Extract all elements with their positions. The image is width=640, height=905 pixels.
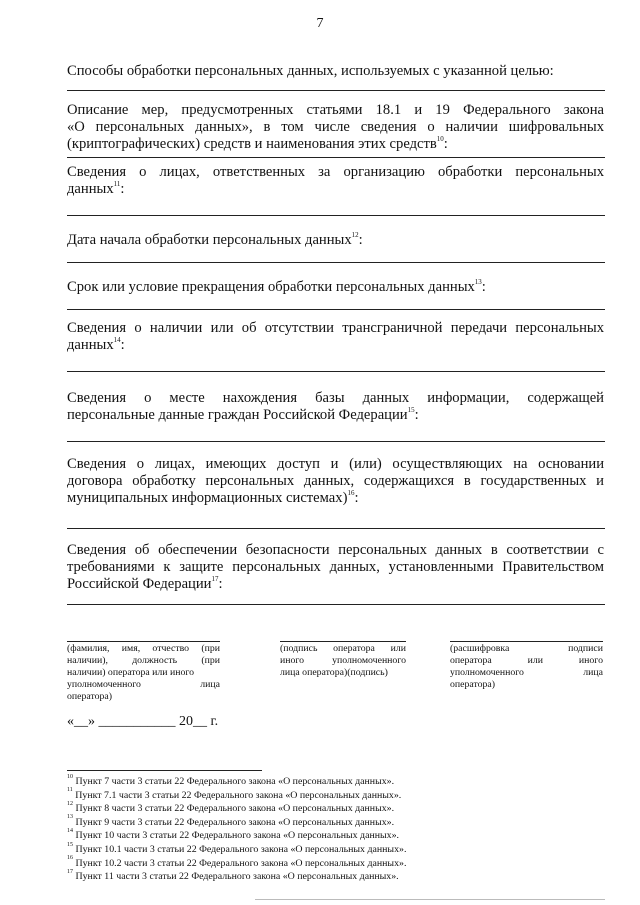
footnote [67,775,487,789]
fill-line[interactable] [67,90,605,91]
footnote-text: Пункт 8 части 3 статьи 22 Федерального закона «О персональных данных». [75,803,395,815]
signature-name-line[interactable] [67,641,220,642]
paragraph-line [67,576,604,593]
footnote-number: 12 [67,800,73,807]
paragraph-line: Способы обработки персональных данных, используемых с указанной целью: [67,63,554,79]
caption-line: лица оператора)(подпись) [280,667,388,678]
paragraph-colon: : [218,576,223,592]
caption-line: оператора) [450,679,496,690]
date-line[interactable]: «__» ___________ 20__ г. [67,714,219,729]
paragraph-colon: : [354,490,359,506]
paragraph-line [67,279,604,296]
footnote-number: 16 [67,855,73,862]
caption-line: наличии) оператора или иного [67,667,195,678]
paragraph-colon: : [443,136,448,152]
paragraph-line: Описание мер, предусмотренных статьями 18.1 и 19 Федерального закона [67,102,604,118]
paragraph-text: Срок или условие прекращения обработки персональных данных [67,279,475,295]
caption-line: (фамилия, имя, отчество (при [67,643,220,654]
paragraph-line: Сведения о месте нахождения базы данных информации, содержащей [67,390,604,406]
paragraph-database-location [67,390,604,424]
caption-line: уполномоченного лица [450,667,603,678]
paragraph-responsible-persons [67,164,604,198]
footnote [67,829,487,843]
page-edge-line [255,899,605,900]
fill-line[interactable] [67,441,605,442]
footnote-ref: 10 [436,135,444,144]
fill-line[interactable] [67,604,605,605]
paragraph-text: Дата начала обработки персональных данных [67,232,352,248]
footnote-number: 11 [67,787,73,794]
footnote-ref: 12 [351,231,359,240]
footnote-number: 15 [67,841,73,848]
paragraph-line: Сведения о лицах, имеющих доступ и (или) осуществляющих на основании [67,456,604,472]
fill-line[interactable] [67,528,605,529]
paragraph-line: договора обработку персональных данных, содержащихся в государственных и [67,473,604,489]
paragraph-line: требованиями к защите персональных данных, установленными Правительством [67,559,604,575]
footnote-ref: 13 [474,278,482,287]
footnote-text: Пункт 10.2 части 3 статьи 22 Федерального закона «О персональных данных». [75,857,407,869]
page-number: 7 [316,16,324,31]
signature-sign-column [280,641,406,679]
caption-line: уполномоченного лица [67,679,220,690]
footnote-text: Пункт 11 части 3 статьи 22 Федерального закона «О персональных данных». [75,871,399,883]
fill-line[interactable] [67,215,605,216]
paragraph-line: «О персональных данных», в том числе сведения о наличии шифровальных [67,119,604,135]
footnote-number: 14 [67,828,73,835]
fill-line[interactable] [67,157,605,158]
footnote-text: Пункт 7.1 части 3 статьи 22 Федерального закона «О персональных данных». [75,789,402,801]
paragraph-text: данных [67,337,114,353]
paragraph-line [67,181,604,198]
fill-line[interactable] [67,262,605,263]
paragraph-line [67,407,604,424]
paragraph-line [67,490,604,507]
paragraph-line [67,337,604,354]
footnotes [67,775,487,884]
footnote-number: 10 [67,773,73,780]
caption-line: (подпись оператора или [280,643,406,654]
signature-decoding-column [450,641,603,691]
signature-decoding-line[interactable] [450,641,603,642]
footnote [67,802,487,816]
footnote-text: Пункт 10.1 части 3 статьи 22 Федерального закона «О персональных данных». [75,843,407,855]
paragraph-line: Сведения о наличии или об отсутствии трансграничной передачи персональных [67,320,604,336]
footnote-text: Пункт 9 части 3 статьи 22 Федерального закона «О персональных данных». [75,816,395,828]
caption-line: иного уполномоченного [280,655,406,666]
paragraph-line: Сведения о лицах, ответственных за организацию обработки персональных [67,164,604,180]
footnote [67,857,487,871]
paragraph-colon: : [120,181,125,197]
signature-sign-line[interactable] [280,641,406,642]
footnote-ref: 15 [407,406,415,415]
footnote-ref: 16 [347,489,355,498]
footnote [67,816,487,830]
paragraph-line [67,136,604,153]
paragraph-processing-methods [67,63,604,80]
paragraph-text: персональные данные граждан Российской Федерации [67,407,408,423]
footnote-text: Пункт 7 части 3 статьи 22 Федерального закона «О персональных данных». [75,776,395,787]
paragraph-access-persons [67,456,604,507]
paragraph-text: муниципальных информационных системах) [67,490,348,506]
caption-line: (расшифровка подписи [450,643,603,654]
footnote-separator [67,770,262,771]
caption-line: наличии), должность (при [67,655,220,666]
footnote-ref: 11 [113,180,121,189]
caption-line: оператора или иного [450,655,603,666]
footnote-number: 13 [67,814,73,821]
paragraph-text: (криптографических) средств и наименования этих средств [67,136,437,152]
paragraph-colon: : [414,407,419,423]
fill-line[interactable] [67,309,605,310]
paragraph-security [67,542,604,593]
footnote-ref: 14 [113,336,121,345]
footnote [67,789,487,803]
footnote-text: Пункт 10 части 3 статьи 22 Федерального закона «О персональных данных». [75,830,400,842]
paragraph-line [67,232,604,249]
footnote [67,870,487,884]
paragraph-cross-border [67,320,604,354]
caption-line: оператора) [67,691,113,702]
paragraph-protection-measures [67,102,604,153]
footnote-number: 17 [67,868,73,875]
footnote-ref: 17 [211,575,219,584]
paragraph-text: данных [67,181,114,197]
footnote [67,843,487,857]
paragraph-colon: : [358,232,363,248]
paragraph-start-date [67,232,604,249]
paragraph-line: Сведения об обеспечении безопасности персональных данных в соответствии с [67,542,604,558]
paragraph-colon: : [120,337,125,353]
paragraph-text: Российской Федерации [67,576,212,592]
paragraph-termination [67,279,604,296]
fill-line[interactable] [67,371,605,372]
paragraph-colon: : [481,279,486,295]
signature-name-column [67,641,220,703]
